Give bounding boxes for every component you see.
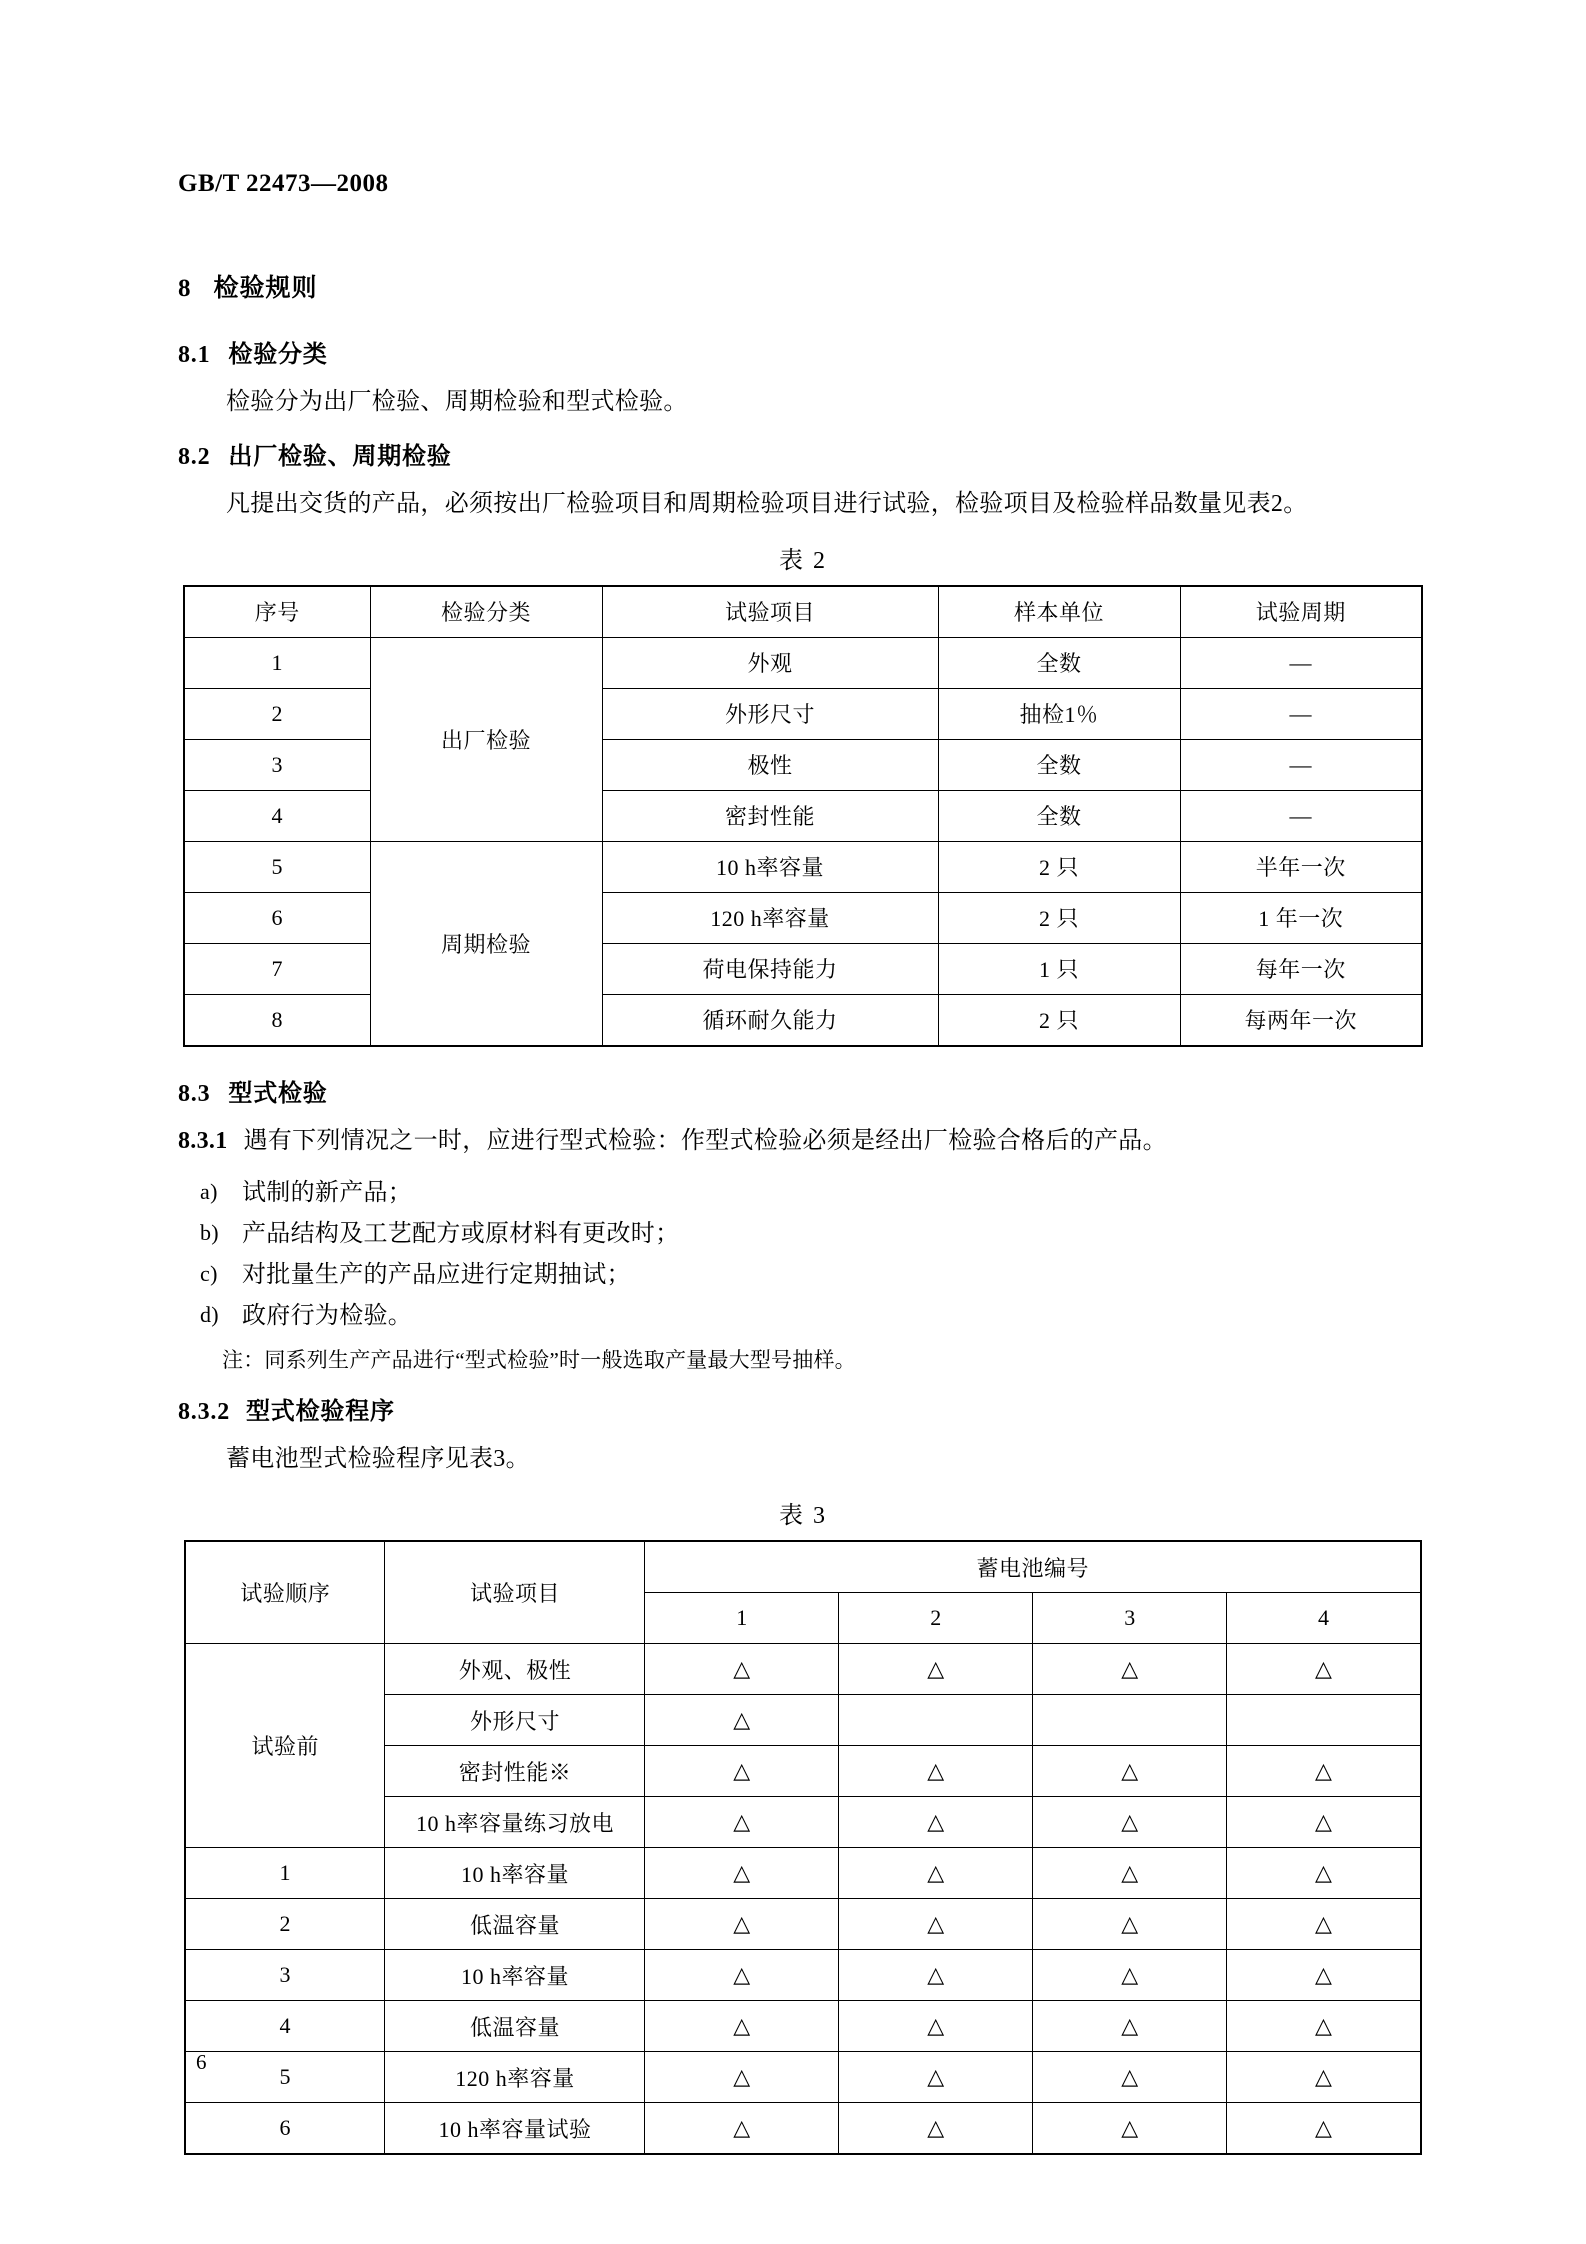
cell-mark: △: [645, 1695, 839, 1746]
heading-8-3-number: 8.3: [178, 1080, 211, 1107]
table-2-col-item: 试验项目: [602, 586, 938, 638]
cell-mark: △: [839, 1848, 1033, 1899]
list-item: [178, 1296, 1428, 1337]
cell-order: 5: [185, 2052, 385, 2103]
heading-8-3-2: [178, 1391, 1428, 1426]
table-row: [185, 2052, 1421, 2103]
cell-mark: △: [645, 2001, 839, 2052]
document-body: [178, 268, 1428, 2155]
cell-mark: △: [839, 1746, 1033, 1797]
table-row: [184, 637, 1422, 688]
table-2-header-row: [184, 586, 1422, 638]
cell-mark: △: [839, 2052, 1033, 2103]
cell-item: 密封性能※: [385, 1746, 645, 1797]
table-row: [185, 1950, 1421, 2001]
table-2: [183, 585, 1423, 1047]
cell-order: 3: [185, 1950, 385, 2001]
table-2-col-no: 序号: [184, 586, 370, 638]
standard-number-header: GB/T 22473—2008: [178, 170, 389, 197]
cell-mark: △: [839, 1797, 1033, 1848]
table-row: [185, 1644, 1421, 1695]
cell-no: 1: [184, 637, 370, 688]
cell-mark: [1033, 1695, 1227, 1746]
list-item-text: 试制的新产品；: [242, 1179, 413, 1206]
heading-8-3-title: 型式检验: [228, 1080, 328, 1107]
list-item-text: 对批量生产的产品应进行定期抽试；: [242, 1262, 631, 1289]
cell-inspection-class: 周期检验: [370, 841, 602, 1046]
heading-8-3: [178, 1073, 1428, 1108]
list-item-text: 政府行为检验。: [242, 1303, 413, 1330]
cell-unit: 2 只: [938, 994, 1180, 1046]
cell-mark: △: [1033, 1797, 1227, 1848]
cell-period: 每两年一次: [1180, 994, 1422, 1046]
clause-8-3-1-list: [178, 1173, 1428, 1338]
cell-item: 10 h率容量: [602, 841, 938, 892]
paragraph-8-2: 凡提出交货的产品，必须按出厂检验项目和周期检验项目进行试验，检验项目及检验样品数量见表2。: [226, 490, 1308, 517]
cell-mark: △: [839, 2103, 1033, 2155]
heading-8-title: 检验规则: [213, 275, 318, 302]
paragraph-8-3-2: 蓄电池型式检验程序见表3。: [226, 1446, 530, 1473]
table-row: [185, 2001, 1421, 2052]
table-row: [184, 739, 1422, 790]
table-3-caption: 表 3: [779, 1503, 827, 1530]
cell-item: 密封性能: [602, 790, 938, 841]
cell-mark: △: [1033, 1746, 1227, 1797]
cell-item: 低温容量: [385, 1899, 645, 1950]
table-row: [184, 841, 1422, 892]
cell-mark: △: [645, 1950, 839, 2001]
clause-8-3-1-number: 8.3.1: [178, 1127, 228, 1154]
table-2-caption: 表 2: [779, 547, 827, 574]
table-row: [185, 2103, 1421, 2155]
cell-item: 低温容量: [385, 2001, 645, 2052]
cell-no: 6: [184, 892, 370, 943]
table-3-col-item: 试验项目: [385, 1541, 645, 1644]
cell-order: 4: [185, 2001, 385, 2052]
cell-mark: △: [1227, 1848, 1421, 1899]
page-number: 6: [196, 2050, 207, 2074]
cell-mark: △: [1033, 1950, 1227, 2001]
cell-no: 5: [184, 841, 370, 892]
list-marker: c): [200, 1261, 218, 1287]
table-row: [185, 1848, 1421, 1899]
table-3-col-order: 试验顺序: [185, 1541, 385, 1644]
clause-8-3-1: [178, 1122, 1428, 1161]
paragraph-8-1: 检验分为出厂检验、周期检验和型式检验。: [226, 389, 688, 415]
cell-mark: △: [1227, 1746, 1421, 1797]
table-3-battery-3: 3: [1033, 1593, 1227, 1644]
cell-mark: △: [1033, 1899, 1227, 1950]
list-marker: d): [200, 1302, 219, 1328]
cell-unit: 2 只: [938, 892, 1180, 943]
list-marker: a): [200, 1178, 218, 1204]
cell-period: 1 年一次: [1180, 892, 1422, 943]
cell-unit: 全数: [938, 739, 1180, 790]
cell-no: 2: [184, 688, 370, 739]
table-3: [184, 1540, 1422, 2155]
heading-8: [178, 268, 1428, 304]
table-2-col-unit: 样本单位: [938, 586, 1180, 638]
cell-mark: △: [1227, 2001, 1421, 2052]
cell-mark: △: [1033, 1644, 1227, 1695]
cell-no: 4: [184, 790, 370, 841]
cell-order: 1: [185, 1848, 385, 1899]
cell-item: 荷电保持能力: [602, 943, 938, 994]
cell-pre-test-label: 试验前: [185, 1644, 385, 1848]
cell-period: —: [1180, 790, 1422, 841]
cell-mark: △: [645, 1899, 839, 1950]
table-row: [184, 688, 1422, 739]
cell-mark: △: [1033, 2052, 1227, 2103]
table-row: [184, 790, 1422, 841]
cell-mark: △: [1033, 2001, 1227, 2052]
cell-period: —: [1180, 688, 1422, 739]
cell-mark: △: [1227, 1644, 1421, 1695]
cell-mark: △: [1227, 1950, 1421, 2001]
cell-item: 外观、极性: [385, 1644, 645, 1695]
heading-8-3-2-number: 8.3.2: [178, 1399, 230, 1426]
cell-period: —: [1180, 739, 1422, 790]
cell-mark: △: [839, 1899, 1033, 1950]
cell-mark: △: [1033, 2103, 1227, 2155]
cell-mark: △: [1227, 2103, 1421, 2155]
cell-period: —: [1180, 637, 1422, 688]
cell-item: 10 h率容量试验: [385, 2103, 645, 2155]
clause-8-3-1-note: 注：同系列生产产品进行“型式检验”时一般选取产量最大型号抽样。: [222, 1347, 856, 1372]
cell-order: 6: [185, 2103, 385, 2155]
table-row: [184, 892, 1422, 943]
cell-item: 外观: [602, 637, 938, 688]
table-3-header-row-1: [185, 1541, 1421, 1593]
cell-mark: △: [1227, 1899, 1421, 1950]
heading-8-2-number: 8.2: [178, 443, 211, 470]
cell-mark: △: [1033, 1848, 1227, 1899]
list-item: [178, 1173, 1428, 1214]
cell-mark: △: [645, 2052, 839, 2103]
table-row: [185, 1899, 1421, 1950]
cell-order: 2: [185, 1899, 385, 1950]
cell-mark: △: [839, 2001, 1033, 2052]
table-3-battery-2: 2: [839, 1593, 1033, 1644]
cell-item: 外形尺寸: [602, 688, 938, 739]
cell-unit: 全数: [938, 637, 1180, 688]
cell-item: 循环耐久能力: [602, 994, 938, 1046]
cell-item: 外形尺寸: [385, 1695, 645, 1746]
heading-8-2: [178, 436, 1428, 471]
cell-period: 每年一次: [1180, 943, 1422, 994]
cell-mark: △: [645, 1746, 839, 1797]
cell-item: 10 h率容量练习放电: [385, 1797, 645, 1848]
table-3-col-battery-group: 蓄电池编号: [645, 1541, 1421, 1593]
cell-item: 10 h率容量: [385, 1950, 645, 2001]
heading-8-number: 8: [178, 275, 192, 302]
cell-mark: △: [645, 2103, 839, 2155]
cell-mark: △: [645, 1644, 839, 1695]
cell-item: 极性: [602, 739, 938, 790]
list-marker: b): [200, 1219, 219, 1245]
cell-mark: [839, 1695, 1033, 1746]
list-item: [178, 1255, 1428, 1296]
cell-item: 120 h率容量: [602, 892, 938, 943]
table-3-battery-4: 4: [1227, 1593, 1421, 1644]
cell-unit: 2 只: [938, 841, 1180, 892]
table-2-col-class: 检验分类: [370, 586, 602, 638]
list-item: [178, 1214, 1428, 1255]
cell-item: 120 h率容量: [385, 2052, 645, 2103]
cell-unit: 1 只: [938, 943, 1180, 994]
list-item-text: 产品结构及工艺配方或原材料有更改时；: [242, 1220, 680, 1247]
cell-mark: △: [839, 1950, 1033, 2001]
cell-mark: △: [645, 1848, 839, 1899]
cell-no: 8: [184, 994, 370, 1046]
heading-8-1-title: 检验分类: [228, 342, 328, 368]
heading-8-1: [178, 334, 1428, 369]
table-row: [184, 994, 1422, 1046]
heading-8-1-number: 8.1: [178, 342, 211, 368]
table-2-col-period: 试验周期: [1180, 586, 1422, 638]
cell-mark: [1227, 1695, 1421, 1746]
cell-no: 7: [184, 943, 370, 994]
heading-8-3-2-title: 型式检验程序: [246, 1399, 395, 1426]
cell-no: 3: [184, 739, 370, 790]
table-3-battery-1: 1: [645, 1593, 839, 1644]
cell-unit: 抽检1％: [938, 688, 1180, 739]
table-row: [184, 943, 1422, 994]
cell-mark: △: [1227, 1797, 1421, 1848]
cell-mark: △: [839, 1644, 1033, 1695]
cell-period: 半年一次: [1180, 841, 1422, 892]
cell-mark: △: [645, 1797, 839, 1848]
cell-inspection-class: 出厂检验: [370, 637, 602, 841]
cell-unit: 全数: [938, 790, 1180, 841]
heading-8-2-title: 出厂检验、周期检验: [228, 443, 452, 470]
cell-mark: △: [1227, 2052, 1421, 2103]
clause-8-3-1-text: 遇有下列情况之一时，应进行型式检验：作型式检验必须是经出厂检验合格后的产品。: [243, 1127, 1167, 1154]
cell-item: 10 h率容量: [385, 1848, 645, 1899]
